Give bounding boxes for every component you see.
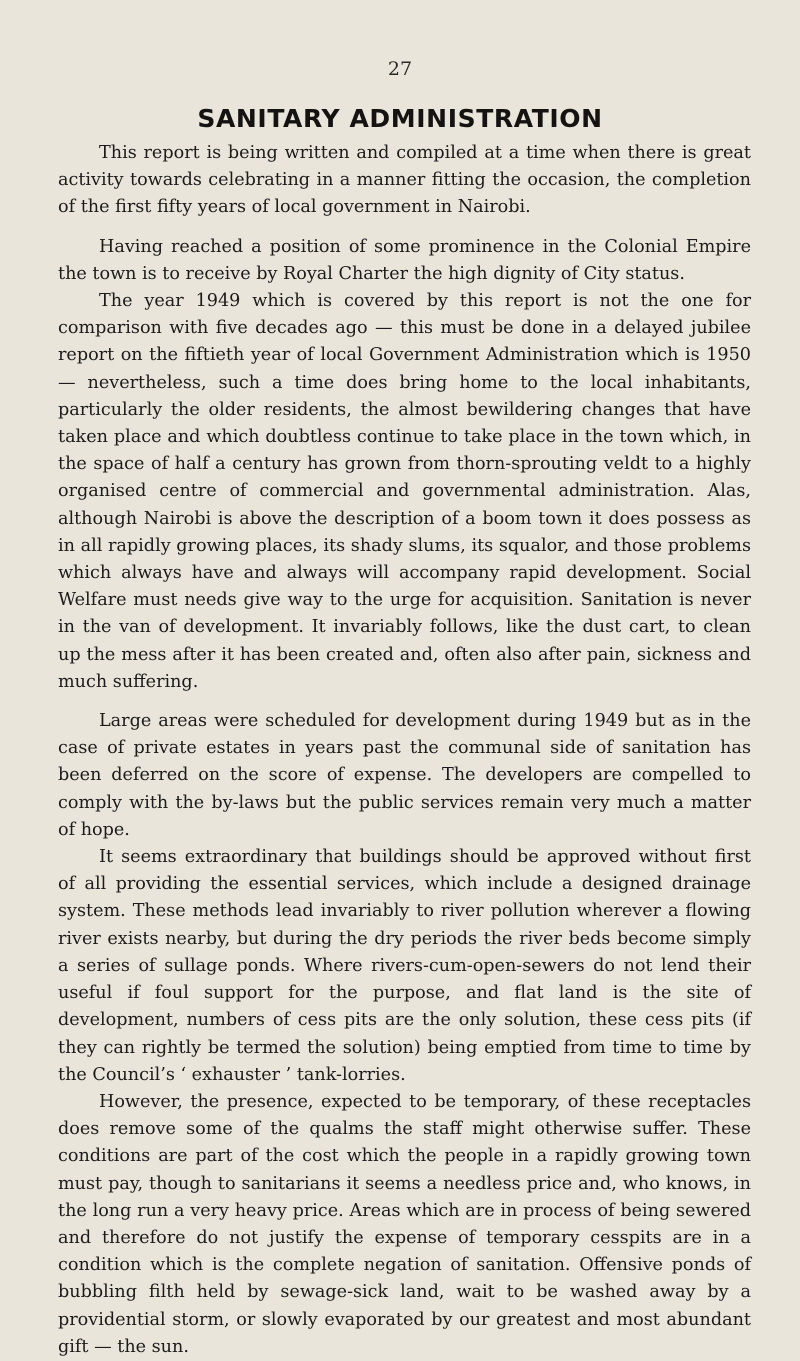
paragraph-celebration: This report is being written and compiled at a time when there is great activity towards celebrating in a manner fitting the occasion, the completion of the first fifty years of local government in Nairobi. xyxy=(58,143,751,218)
page-title: SANITARY ADMINISTRATION xyxy=(197,104,603,133)
body-text xyxy=(58,140,751,1361)
paragraph-essential-services: It seems extraordinary that buildings should be approved without first of all providing the essential services, which include a designed drainage system. These methods lead invariably to river pollution wherever a flowing river exists nearby, but during the dry periods the river beds become simply a series of sullage ponds. Where rivers-cum-open-sewers do not lend their useful if foul support for the purpose, and flat land is the site of development, numbers of cess pits are the only solution, these cess pits (if they can rightly be termed the solution) being emptied from time to time by the Council’s ‘ exhauster ’ tank-lorries. xyxy=(58,847,751,1085)
paragraph-year-1949: The year 1949 which is covered by this report is not the one for comparison with five decades ago — this must be done in a delayed jubilee report on the fiftieth year of local Government Administration which is 1950 — nevertheless, such a time does bring home to the local inhabitants, particularly the older residents, the almost bewildering changes that have taken place and which doubtless continue to take place in the town which, in the space of half a century has grown from thorn-sprouting veldt to a highly organised centre of commercial and governmental administration. Alas, although Nairobi is above the description of a boom town it does possess as in all rapidly growing places, its shady slums, its squalor, and those problems which always have and always will accompany rapid development. Social Welfare must needs give way to the urge for acquisition. Sanitation is never in the van of development. It invariably follows, like the dust cart, to clean up the mess after it has been created and, often also after pain, sickness and much suffering. xyxy=(58,291,751,692)
paragraph-city-status: Having reached a position of some prominence in the Colonial Empire the town is to receive by Royal Charter the high dignity of City status. xyxy=(58,236,751,284)
paragraph-development-areas: Large areas were scheduled for development during 1949 but as in the case of private estates in years past the communal side of sanitation has been deferred on the score of expense. The developers are compelled to comply with the by-laws but the public services remain very much a matter of hope. xyxy=(58,711,751,840)
paragraph-cesspits: However, the presence, expected to be temporary, of these receptacles does remove some of the qualms the staff might otherwise suffer. These conditions are part of the cost which the people in a rapidly growing town must pay, though to sanitarians it seems a needless price and, who knows, in the long run a very heavy price. Areas which are in process of being sewered and therefore do not justify the expense of temporary cesspits are in a condition which is the complete negation of sanitation. Offensive ponds of bubbling filth held by sewage-sick land, wait to be washed away by a providential storm, or slowly evaporated by our greatest and most abundant gift — the sun. xyxy=(58,1091,751,1357)
page-number: 27 xyxy=(387,58,413,80)
